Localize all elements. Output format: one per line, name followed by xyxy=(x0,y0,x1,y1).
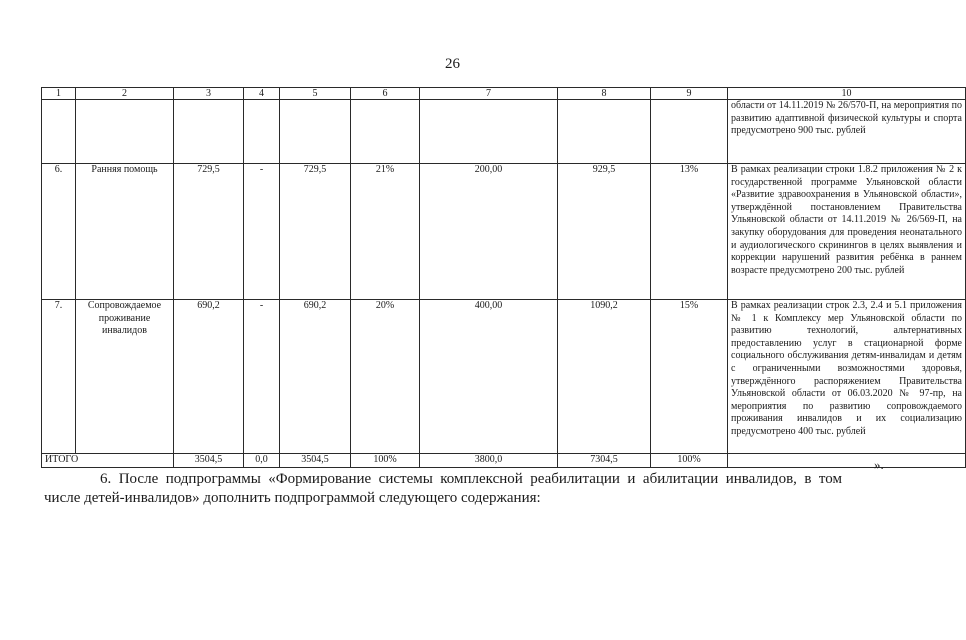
row-name: Ранняя помощь xyxy=(76,164,174,300)
total-value: 100% xyxy=(651,454,728,468)
row-note: области от 14.11.2019 № 26/570-П, на мероприятия по развитию адаптивной физической культуры и спорта предусмотрено 900 тыс. рублей xyxy=(728,100,966,164)
total-value: 3504,5 xyxy=(280,454,351,468)
total-row xyxy=(42,454,966,468)
cell-value: 729,5 xyxy=(174,164,244,300)
row-note: В рамках реализации строки 1.8.2 приложения № 2 к государственной программе Ульяновской области «Развитие здравоохранения в Ульяновской области», утверждённой постановлением Правительства Ульяновской области от 14.11.2019 № 26/569-П, на закупку оборудования для проведения неонатального и аудиологического скринингов в целях выявления и коррекции нарушений развития ребёнка в раннем возрасте предусмотрено 200 тыс. рублей xyxy=(728,164,966,300)
total-label: ИТОГО xyxy=(42,454,174,468)
header-row xyxy=(42,88,966,100)
cell-value: 200,00 xyxy=(420,164,558,300)
row-number: 7. xyxy=(42,300,76,454)
table-row xyxy=(42,164,966,300)
column-header: 4 xyxy=(244,88,280,100)
column-header: 1 xyxy=(42,88,76,100)
cell-value: 690,2 xyxy=(174,300,244,454)
column-header: 10 xyxy=(728,88,966,100)
cell-value: 729,5 xyxy=(280,164,351,300)
row-name: Сопровождаемое проживание инвалидов xyxy=(76,300,174,454)
column-header: 3 xyxy=(174,88,244,100)
budget-table xyxy=(41,87,966,468)
total-value: 7304,5 xyxy=(558,454,651,468)
cell-value: 15% xyxy=(651,300,728,454)
column-header: 8 xyxy=(558,88,651,100)
cell-value: - xyxy=(244,300,280,454)
body-paragraph xyxy=(44,470,842,508)
total-value: 3504,5 xyxy=(174,454,244,468)
cell-value: - xyxy=(244,164,280,300)
column-header: 7 xyxy=(420,88,558,100)
total-value xyxy=(728,454,966,468)
cell-value: 1090,2 xyxy=(558,300,651,454)
total-value: 0,0 xyxy=(244,454,280,468)
cell-value: 690,2 xyxy=(280,300,351,454)
row-number: 6. xyxy=(42,164,76,300)
row-note: В рамках реализации строк 2.3, 2.4 и 5.1 приложения № 1 к Комплексу мер Ульяновской области по развитию технологий, альтернативных предоставлению услуг в стационарной форме социального обслуживания детям-инвалидам и детям с ограниченными возможностями здоровья, утверждённого распоряжением Правительства Ульяновской области от 06.03.2020 № 97-пр, на мероприятия по развитию сопровождаемого проживания инвалидов и их социализацию предусмотрено 400 тыс. рублей xyxy=(728,300,966,454)
cell-value: 20% xyxy=(351,300,420,454)
cell-value: 21% xyxy=(351,164,420,300)
column-header: 2 xyxy=(76,88,174,100)
table-row-continuation xyxy=(42,100,966,164)
column-header: 6 xyxy=(351,88,420,100)
column-header: 5 xyxy=(280,88,351,100)
total-value: 3800,0 xyxy=(420,454,558,468)
cell-value: 929,5 xyxy=(558,164,651,300)
column-header: 9 xyxy=(651,88,728,100)
page-number: 26 xyxy=(445,56,460,72)
table-row xyxy=(42,300,966,454)
paragraph-line: 6. После подпрограммы «Формирование системы комплексной реабилитации и абилитации инвалидов, в том xyxy=(100,471,842,487)
cell-value: 13% xyxy=(651,164,728,300)
total-value: 100% xyxy=(351,454,420,468)
cell-value: 400,00 xyxy=(420,300,558,454)
paragraph-line: числе детей-инвалидов» дополнить подпрограммой следующего содержания: xyxy=(44,490,541,506)
closing-quote-mark: ». xyxy=(874,457,884,472)
